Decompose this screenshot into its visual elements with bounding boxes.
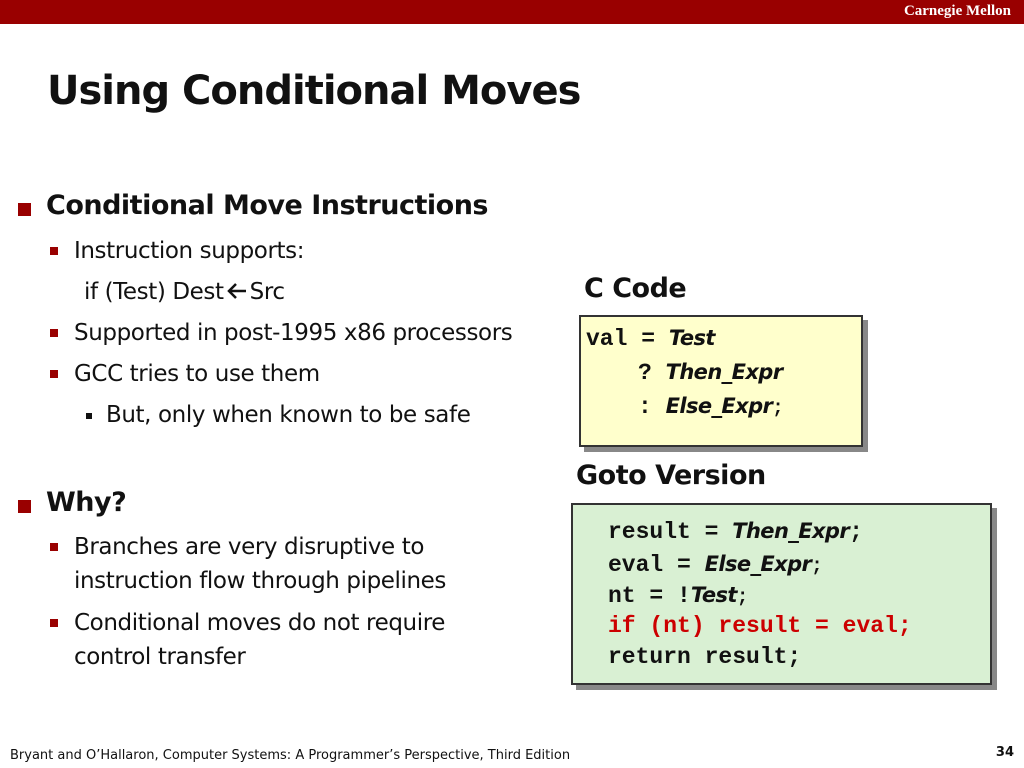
section1-item1-sub	[84, 279, 285, 305]
goto-line-4: if (nt) result = eval;	[608, 613, 912, 639]
section2-item2-line2: control transfer	[74, 644, 246, 670]
section1-item3-sub: But, only when known to be safe	[106, 402, 471, 428]
header-bar	[0, 0, 1024, 24]
goto-version-heading: Goto Version	[576, 460, 766, 491]
section2-item2-line1: Conditional moves do not require	[74, 610, 446, 636]
section2-item1-line2: instruction flow through pipelines	[74, 568, 447, 594]
section1-item2: Supported in post-1995 x86 processors	[74, 320, 513, 346]
section2-item1-line1: Branches are very disruptive to	[74, 534, 424, 560]
c-code-line-3: : Else_Expr;	[638, 394, 784, 420]
left-arrow-icon	[226, 282, 248, 300]
brand-label: Carnegie Mellon	[903, 3, 1011, 19]
goto-line-5: return result;	[608, 644, 802, 670]
c-code-heading: C Code	[584, 273, 687, 304]
goto-line-3: nt = !Test;	[608, 583, 749, 609]
bullet-square-icon	[50, 370, 58, 378]
slide-title: Using Conditional Moves	[47, 68, 581, 114]
bullet-small-icon	[86, 413, 92, 419]
bullet-square-icon	[18, 203, 31, 216]
footer-citation: Bryant and O’Hallaron, Computer Systems: A Programmer’s Perspective, Third Edition	[10, 748, 571, 763]
c-code-box	[579, 315, 863, 447]
bullet-square-icon	[50, 329, 58, 337]
section2-heading: Why?	[46, 487, 127, 518]
syntax-prefix: if (Test) Dest	[84, 279, 224, 305]
c-code-line-2: ? Then_Expr	[638, 360, 783, 386]
section1-item3: GCC tries to use them	[74, 361, 320, 387]
goto-line-1: result = Then_Expr;	[608, 519, 863, 545]
bullet-square-icon	[50, 543, 58, 551]
bullet-square-icon	[50, 247, 58, 255]
c-code-line-1: val = Test	[586, 326, 715, 352]
bullet-square-icon	[50, 619, 58, 627]
goto-code-box	[571, 503, 992, 685]
goto-line-2: eval = Else_Expr;	[608, 552, 823, 578]
syntax-suffix: Src	[249, 279, 285, 305]
page-number: 34	[995, 745, 1014, 760]
section1-heading: Conditional Move Instructions	[46, 190, 488, 221]
bullet-square-icon	[18, 500, 31, 513]
section1-item1: Instruction supports:	[74, 238, 305, 264]
